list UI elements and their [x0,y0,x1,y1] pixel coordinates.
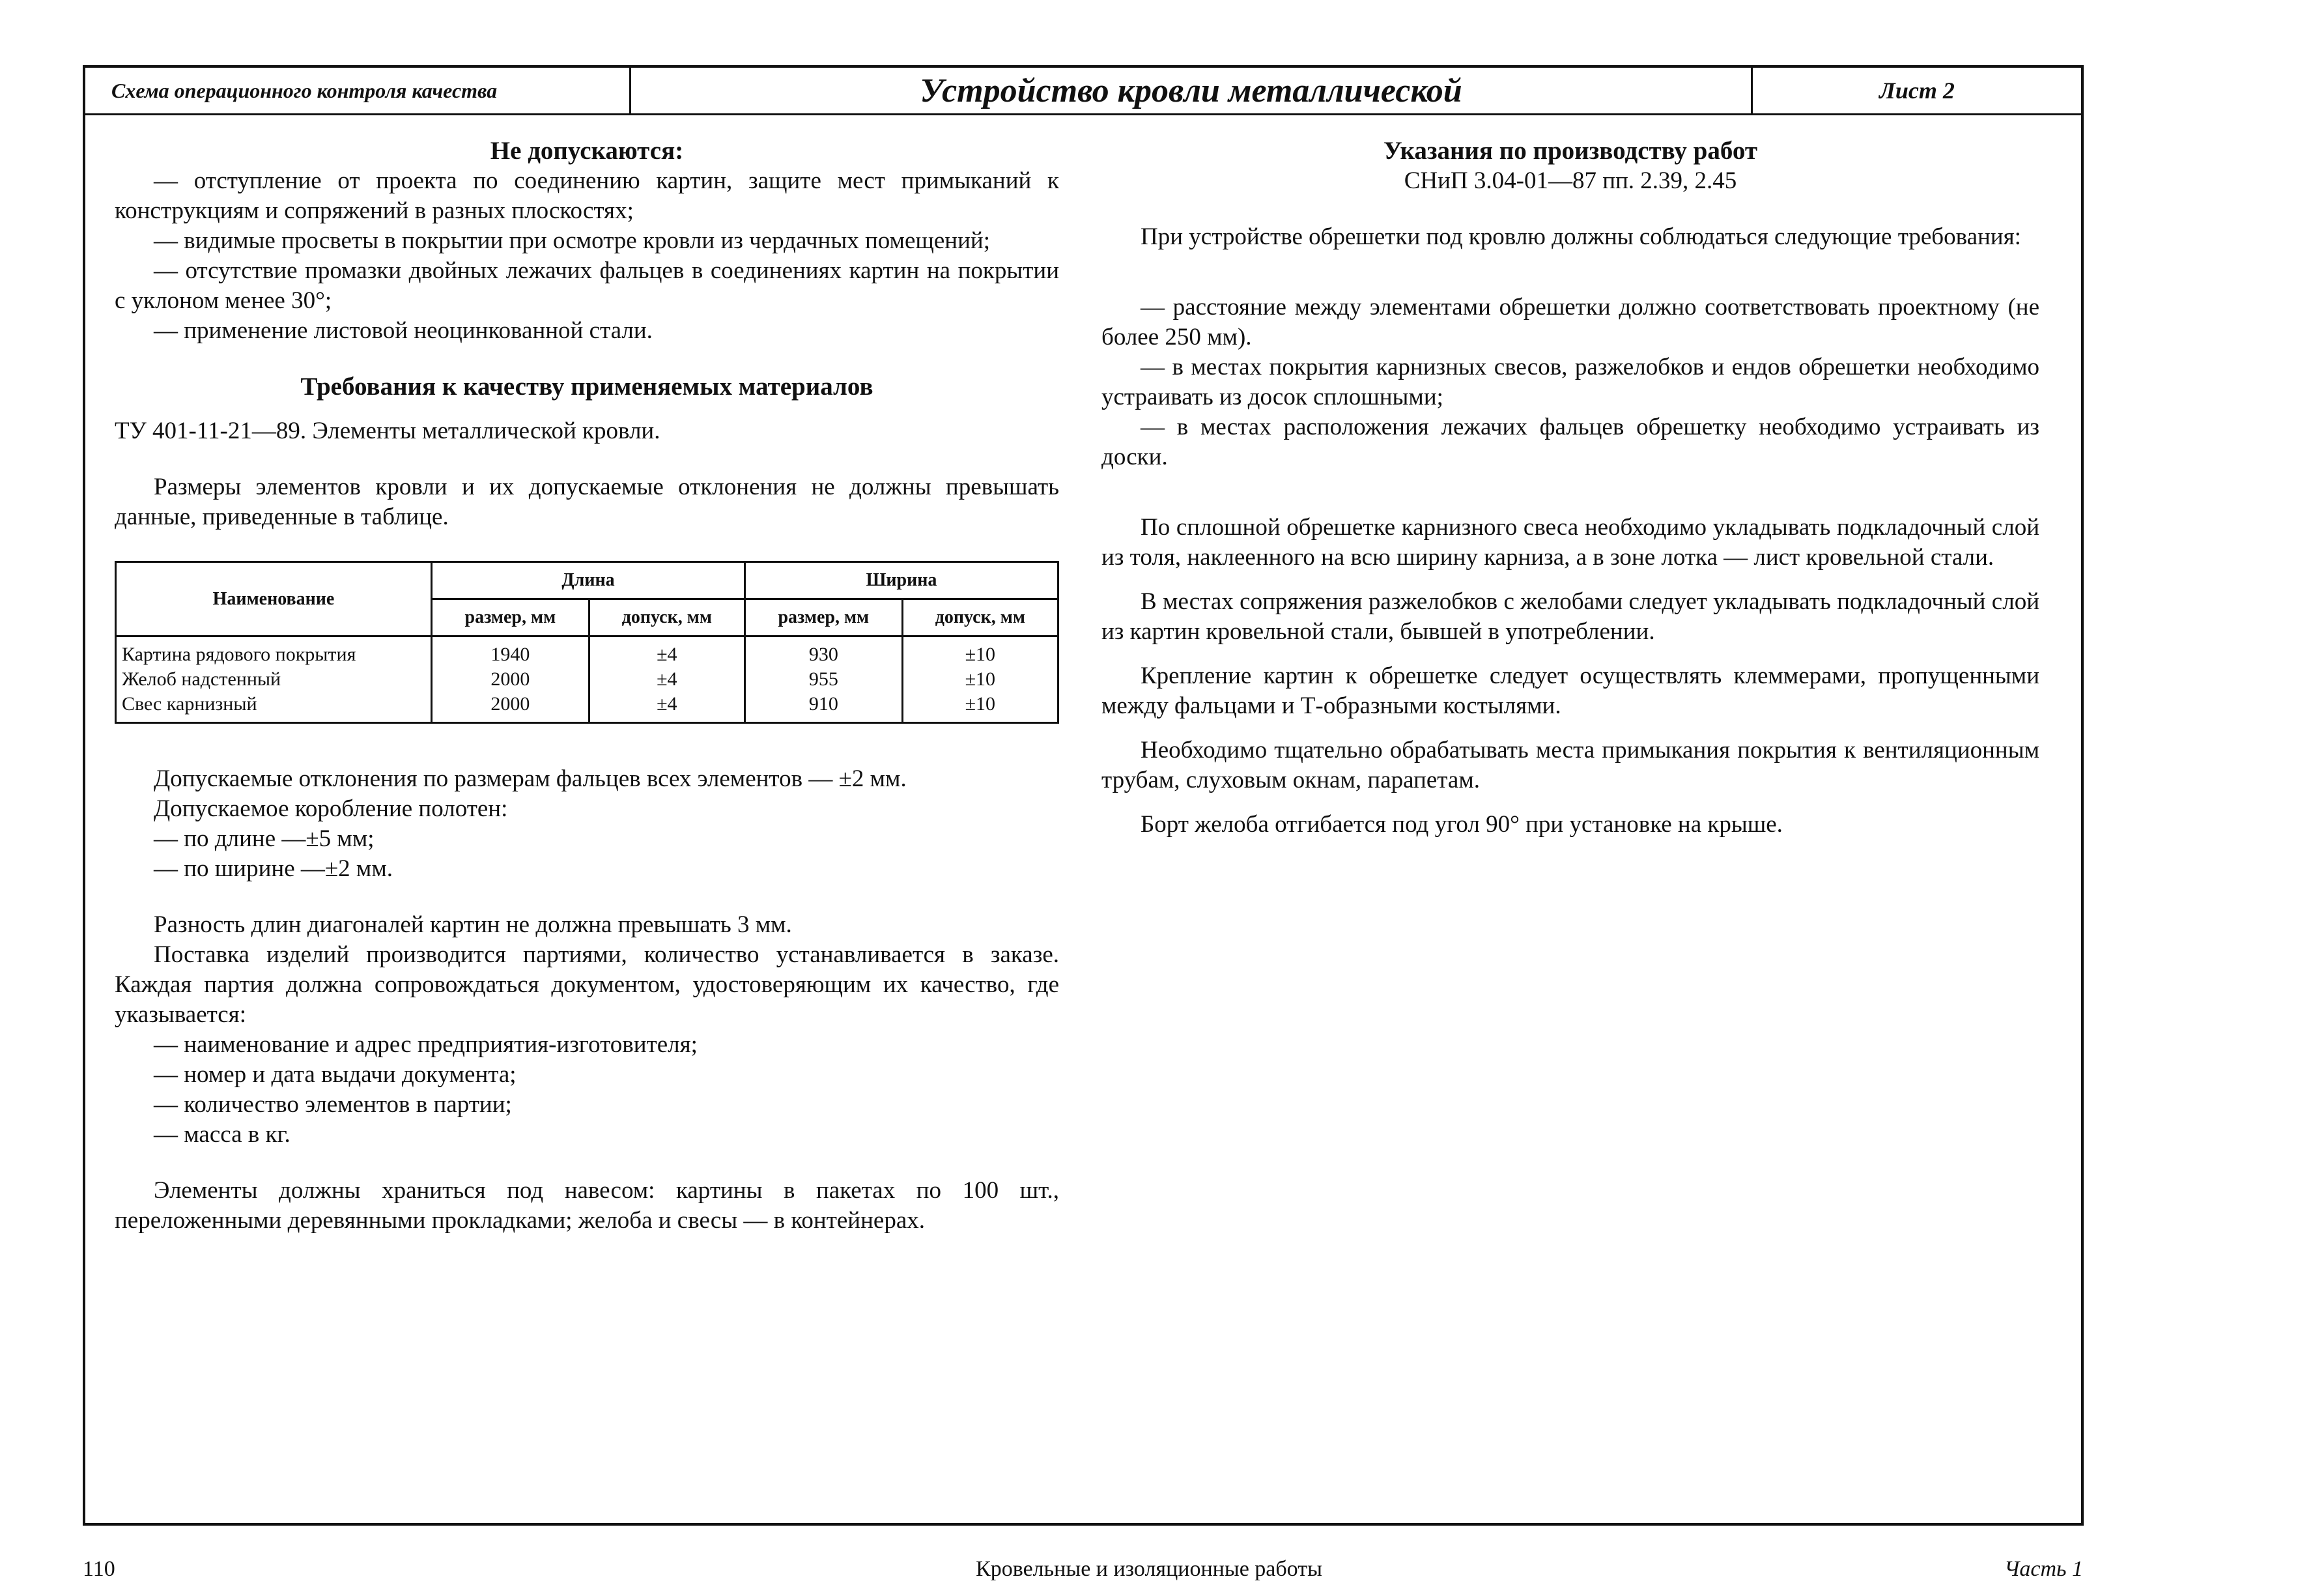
instruction-paragraph: Борт желоба отгибается под угол 90° при установке на крыше. [1141,811,1783,838]
subheader-tolerance: допуск, мм [902,599,1058,636]
snip-reference: СНиП 3.04-01—87 пп. 2.39, 2.45 [1404,167,1737,194]
footer-part: Часть 1 [2004,1557,2083,1581]
sheet-number: Лист 2 [1879,78,1955,104]
instruction-paragraph: Крепление картин к обрешетке следует осуществлять клеммерами, пропущенными между фальцами и Т-образными костылями. [1101,663,2039,719]
lathing-item: — в местах расположения лежачих фальцев обрешетку необходимо устраивать из доски. [1101,414,2039,470]
warp-heading: Допускаемое коробление полотен: [154,795,508,822]
not-allowed-heading: Не допускаются: [490,137,684,165]
supply-item: — масса в кг. [154,1121,291,1148]
row-length: 1940 2000 2000 [432,636,589,723]
materials-heading: Требования к качеству применяемых материалов [300,373,873,401]
warp-item: — по длине —±5 мм; [154,825,375,852]
subheader-tolerance: допуск, мм [589,599,745,636]
lathing-intro: При устройстве обрешетки под кровлю должны соблюдаться следующие требования: [1141,223,2021,250]
storage-paragraph: Элементы должны храниться под навесом: картины в пакетах по 100 шт., переложенными деревянными прокладками; желоба и свесы — в контейнерах. [115,1177,1059,1234]
supply-item: — номер и дата выдачи документа; [154,1061,517,1088]
seam-deviation: Допускаемые отклонения по размерам фальцев всех элементов — ±2 мм. [154,765,907,792]
not-allowed-item: — отступление от проекта по соединению картин, защите мест примыканий к конструкциям и сопряжений в разных плоскостях; [115,167,1059,224]
right-column [1101,136,2039,840]
sizes-paragraph: Размеры элементов кровли и их допускаемые отклонения не должны превышать данные, приведенные в таблице. [115,474,1059,530]
supply-item: — количество элементов в партии; [154,1091,512,1118]
tu-reference: ТУ 401-11-21—89. Элементы металлической кровли. [115,418,660,444]
row-width-tolerance: ±10 ±10 ±10 [902,636,1058,723]
title-block [85,68,2081,115]
instruction-paragraph: По сплошной обрешетке карнизного свеса необходимо укладывать подкладочный слой из толя, наклеенного на всю ширину карниза, а в зоне лотка — лист кровельной стали. [1101,514,2039,571]
row-width: 930 955 910 [745,636,902,723]
not-allowed-item: — видимые просветы в покрытии при осмотре кровли из чердачных помещений; [154,227,990,254]
diagonal-paragraph: Разность длин диагоналей картин не должна превышать 3 мм. [154,911,792,938]
warp-item: — по ширине —±2 мм. [154,855,393,882]
table-row [116,636,1058,723]
row-length-tolerance: ±4 ±4 ±4 [589,636,745,723]
footer-section-title: Кровельные и изоляционные работы [976,1557,1322,1581]
instructions-heading: Указания по производству работ [1383,137,1757,165]
supply-item: — наименование и адрес предприятия-изготовителя; [154,1031,698,1058]
instruction-paragraph: В местах сопряжения разжелобков с желобами следует укладывать подкладочный слой из картин кровельной стали, бывшей в употреблении. [1101,588,2039,645]
col-header-length: Длина [432,562,745,599]
page-number: 110 [83,1557,115,1581]
subheader-size: размер, мм [745,599,902,636]
lathing-item: — в местах покрытия карнизных свесов, разжелобков и ендов обрешетки необходимо устраивать из досок сплошными; [1101,354,2039,410]
lathing-item: — расстояние между элементами обрешетки должно соответствовать проектному (не более 250 мм). [1101,294,2039,350]
document-title: Устройство кровли металлической [631,68,1753,113]
subheader-size: размер, мм [432,599,589,636]
not-allowed-item: — применение листовой неоцинкованной стали. [154,317,653,344]
sheet-frame [83,65,2084,1526]
supply-paragraph: Поставка изделий производится партиями, количество устанавливается в заказе. Каждая партия должна сопровождаться документом, удостоверяющим их качество, где указывается: [115,941,1059,1028]
not-allowed-item: — отсутствие промазки двойных лежачих фальцев в соединениях картин на покрытии с уклоном менее 30°; [115,257,1059,314]
tolerance-table [115,561,1059,724]
instruction-paragraph: Необходимо тщательно обрабатывать места примыкания покрытия к вентиляционным трубам, слуховым окнам, парапетам. [1101,737,2039,793]
left-column [115,136,1059,1236]
row-name: Картина рядового покрытия Желоб надстенный Свес карнизный [116,636,432,723]
scheme-label: Схема операционного контроля качества [85,68,631,113]
col-header-width: Ширина [745,562,1058,599]
col-header-name: Наименование [116,562,432,636]
